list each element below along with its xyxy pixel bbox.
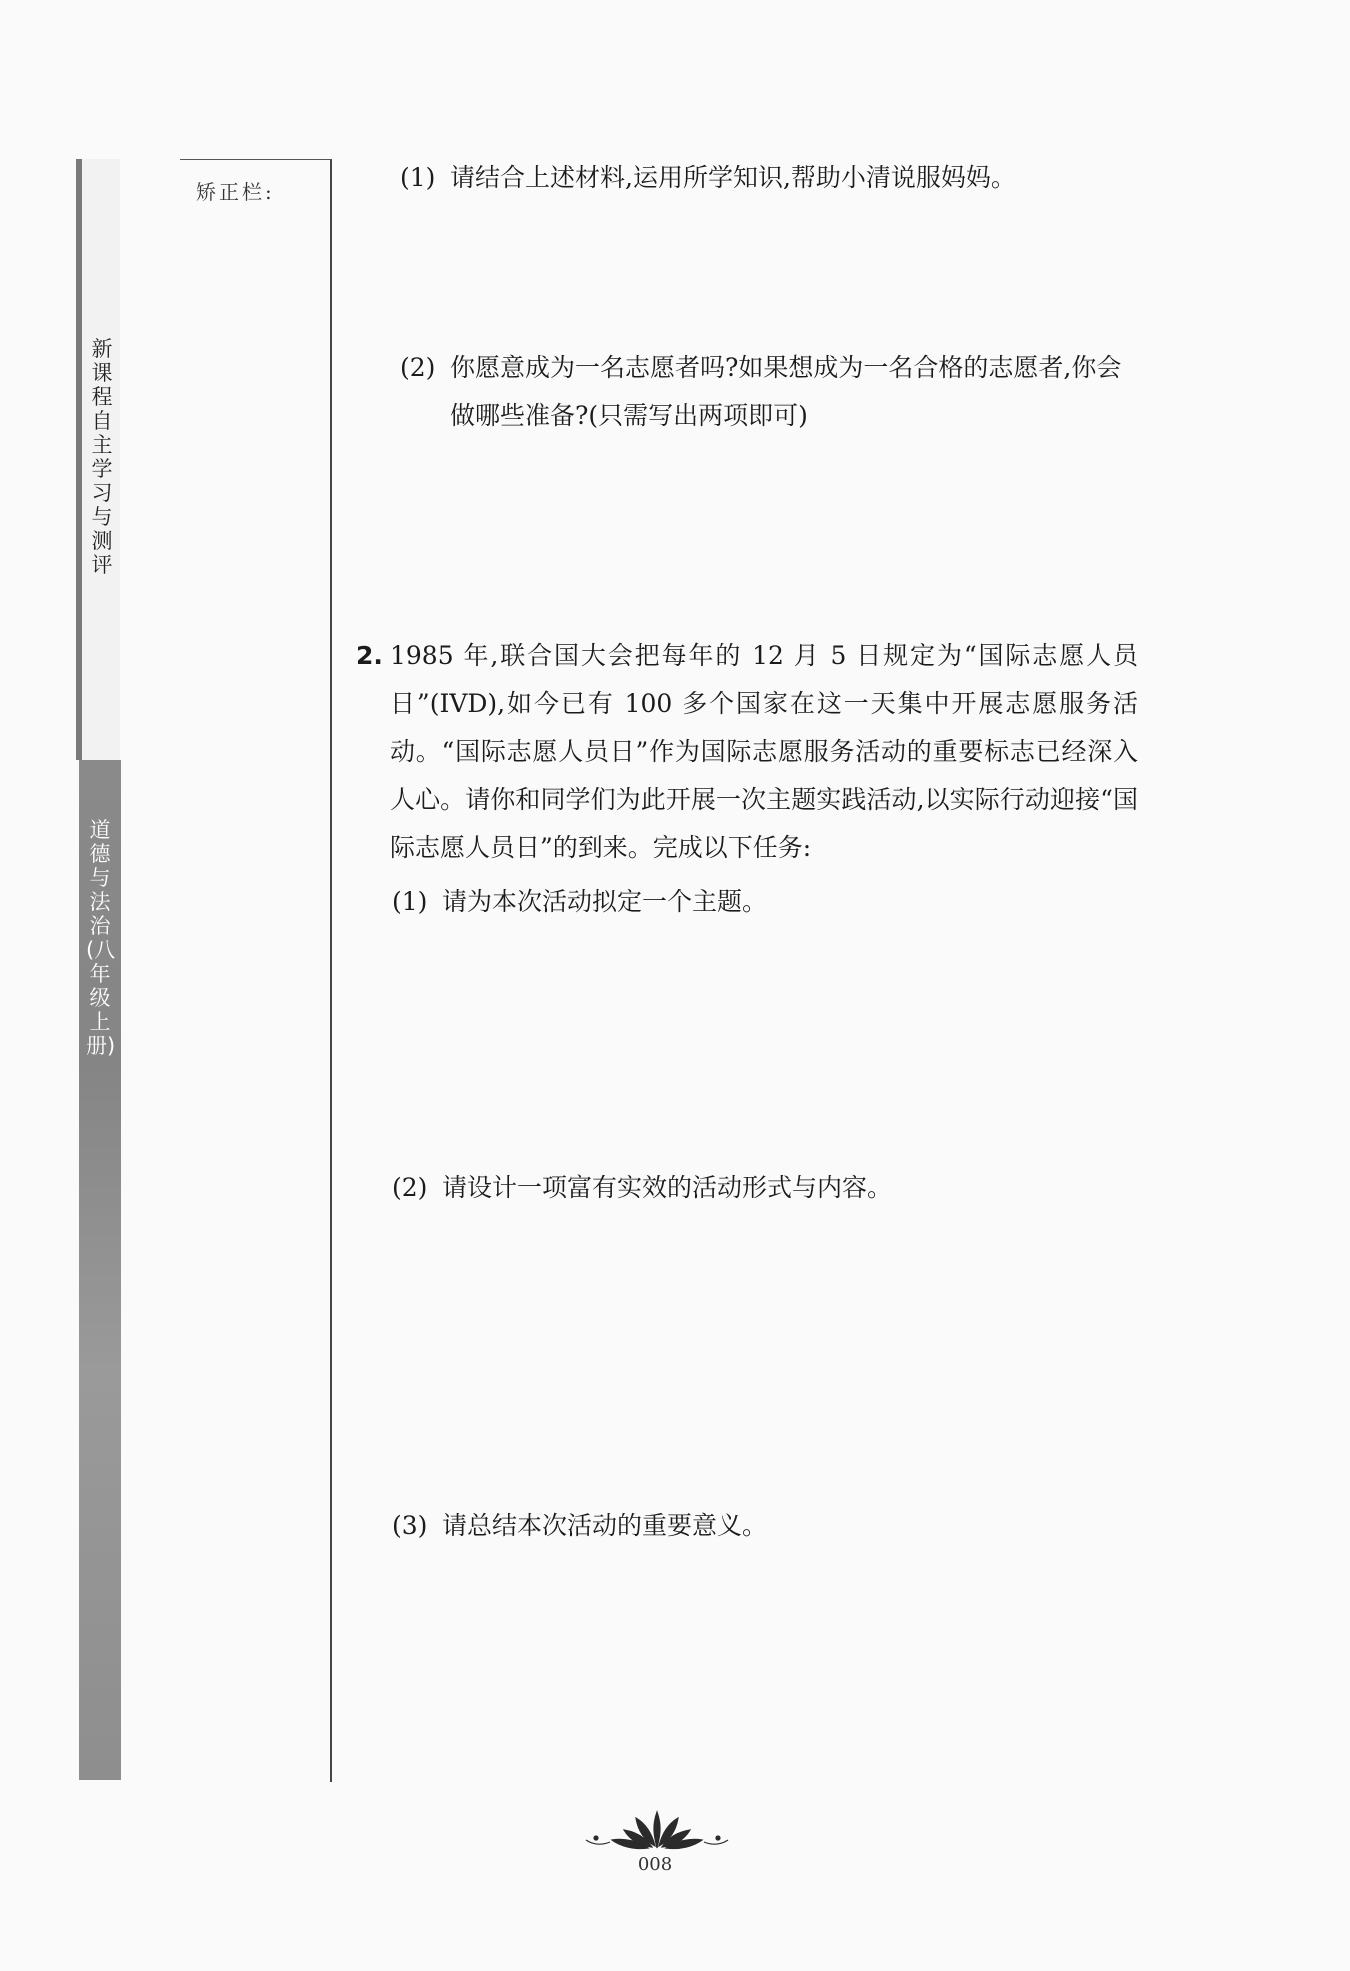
correction-label: 矫正栏:	[196, 180, 275, 204]
page-number: 008	[637, 1854, 673, 1875]
part-number: (1)	[392, 887, 428, 916]
question2-part3	[392, 1502, 1132, 1550]
question2	[356, 632, 1138, 872]
part-text: 请为本次活动拟定一个主题。	[442, 887, 768, 916]
part-text: 请结合上述材料,运用所学知识,帮助小清说服妈妈。	[450, 163, 1016, 192]
question-text: 1985 年,联合国大会把每年的 12 月 5 日规定为“国际志愿人员日”(IVD),如今已有 100 多个国家在这一天集中开展志愿服务活动。“国际志愿人员日”作为国际志愿服务活动的重要标志已经深入人心。请你和同学们为此开展一次主题实践活动,以实际行动迎接“国际志愿人员日”的到来。完成以下任务:	[390, 641, 1138, 862]
part-number: (2)	[400, 353, 436, 382]
part-text: 请设计一项富有实效的活动形式与内容。	[442, 1173, 893, 1202]
question-number: 2.	[356, 641, 383, 670]
part-text: 请总结本次活动的重要意义。	[442, 1511, 768, 1540]
correction-column	[180, 159, 332, 1782]
series-title: 新课程自主学习与测评	[91, 337, 113, 577]
series-title-strip	[76, 159, 120, 760]
question1-part1	[400, 154, 1140, 202]
question2-part2	[392, 1164, 1132, 1212]
question2-part1	[392, 878, 1132, 926]
question1-part2	[400, 344, 1140, 440]
part-number: (1)	[400, 163, 436, 192]
part-number: (2)	[392, 1173, 428, 1202]
part-number: (3)	[392, 1511, 428, 1540]
leaf-ornament-icon	[582, 1808, 732, 1850]
subject-title-strip	[79, 760, 121, 1780]
subject-title: 道德与法治(八年级上册)	[86, 818, 116, 1058]
part-text: 你愿意成为一名志愿者吗?如果想成为一名合格的志愿者,你会做哪些准备?(只需写出两项即可)	[450, 353, 1122, 430]
